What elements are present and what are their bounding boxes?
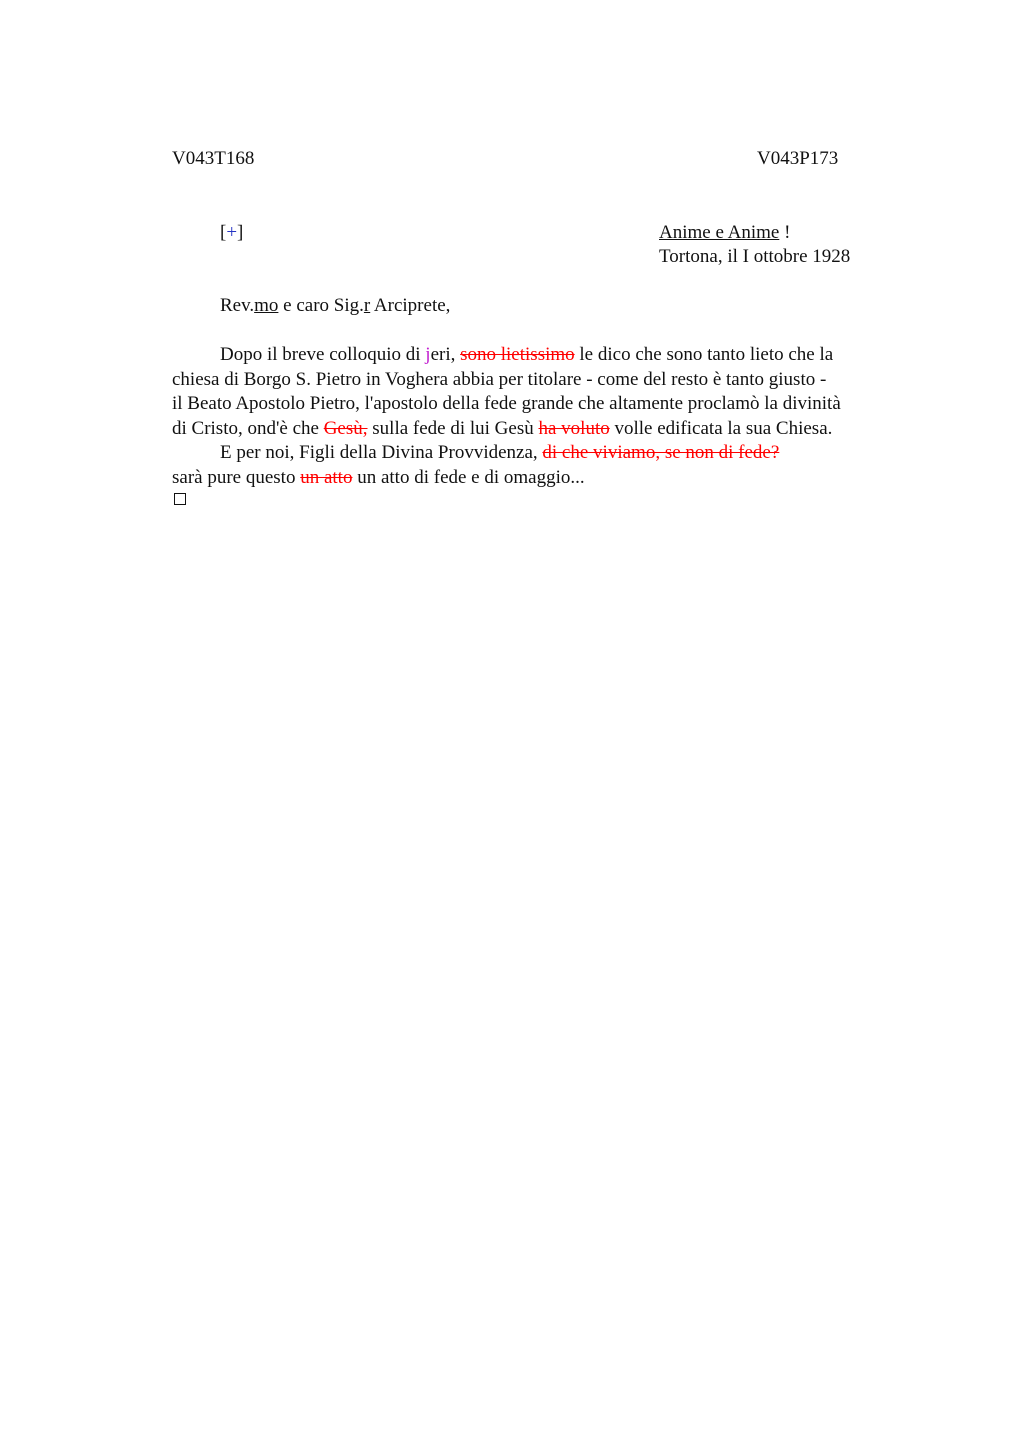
cross-close-bracket: ]: [237, 222, 244, 243]
end-marker-square-icon: [174, 493, 186, 505]
cross-open-bracket: [: [220, 222, 227, 243]
salutation-part: Rev.: [220, 295, 255, 316]
body-line-5: [172, 441, 907, 466]
text-run: volle edificata la sua Chiesa.: [609, 417, 833, 439]
deleted-text: Gesù,: [323, 417, 368, 439]
document-code-left: V043T168: [172, 148, 255, 169]
deleted-text: di che viviamo, se non di fede?: [542, 442, 780, 463]
text-run: le dico che sono tanto lieto che la: [574, 344, 834, 365]
body-line-2: chiesa di Borgo S. Pietro in Voghera abbia per titolare - come del resto è tanto giusto -: [172, 368, 827, 390]
text-run: un atto di fede e di omaggio...: [352, 466, 585, 488]
cross-sign: [220, 221, 243, 246]
document-code-right: V043P173: [757, 148, 839, 169]
text-run: eri,: [430, 344, 461, 365]
deleted-text: un atto: [300, 466, 353, 488]
text-run: di Cristo, ond'è che: [172, 417, 324, 439]
body-line-4: [172, 417, 907, 442]
motto: [659, 221, 790, 246]
date-line: Tortona, il I ottobre 1928: [659, 246, 851, 267]
text-run: sulla fede di lui Gesù: [367, 417, 539, 439]
salutation-superscript-r: r: [363, 295, 371, 316]
salutation-part: Arciprete,: [370, 295, 451, 316]
text-run: sarà pure questo: [172, 466, 301, 488]
cross-icon: +: [226, 222, 238, 243]
motto-underlined: Anime e Anime: [659, 222, 780, 243]
deleted-text: sono lietissimo: [460, 344, 575, 365]
letter-body: [172, 343, 907, 490]
text-run: Dopo il breve colloquio di: [220, 344, 426, 365]
deleted-text: ha voluto: [538, 417, 610, 439]
correction-letter-j: j: [425, 344, 431, 365]
body-line-3: il Beato Apostolo Pietro, l'apostolo della fede grande che altamente proclamò la divinità: [172, 393, 841, 414]
motto-exclamation: !: [779, 222, 791, 243]
salutation: [220, 294, 450, 319]
body-line-1: [172, 343, 907, 368]
salutation-superscript-mo: mo: [254, 295, 279, 316]
salutation-part: e caro Sig.: [278, 295, 364, 316]
body-line-6: [172, 466, 907, 491]
text-run: E per noi, Figli della Divina Provvidenza,: [220, 442, 543, 463]
